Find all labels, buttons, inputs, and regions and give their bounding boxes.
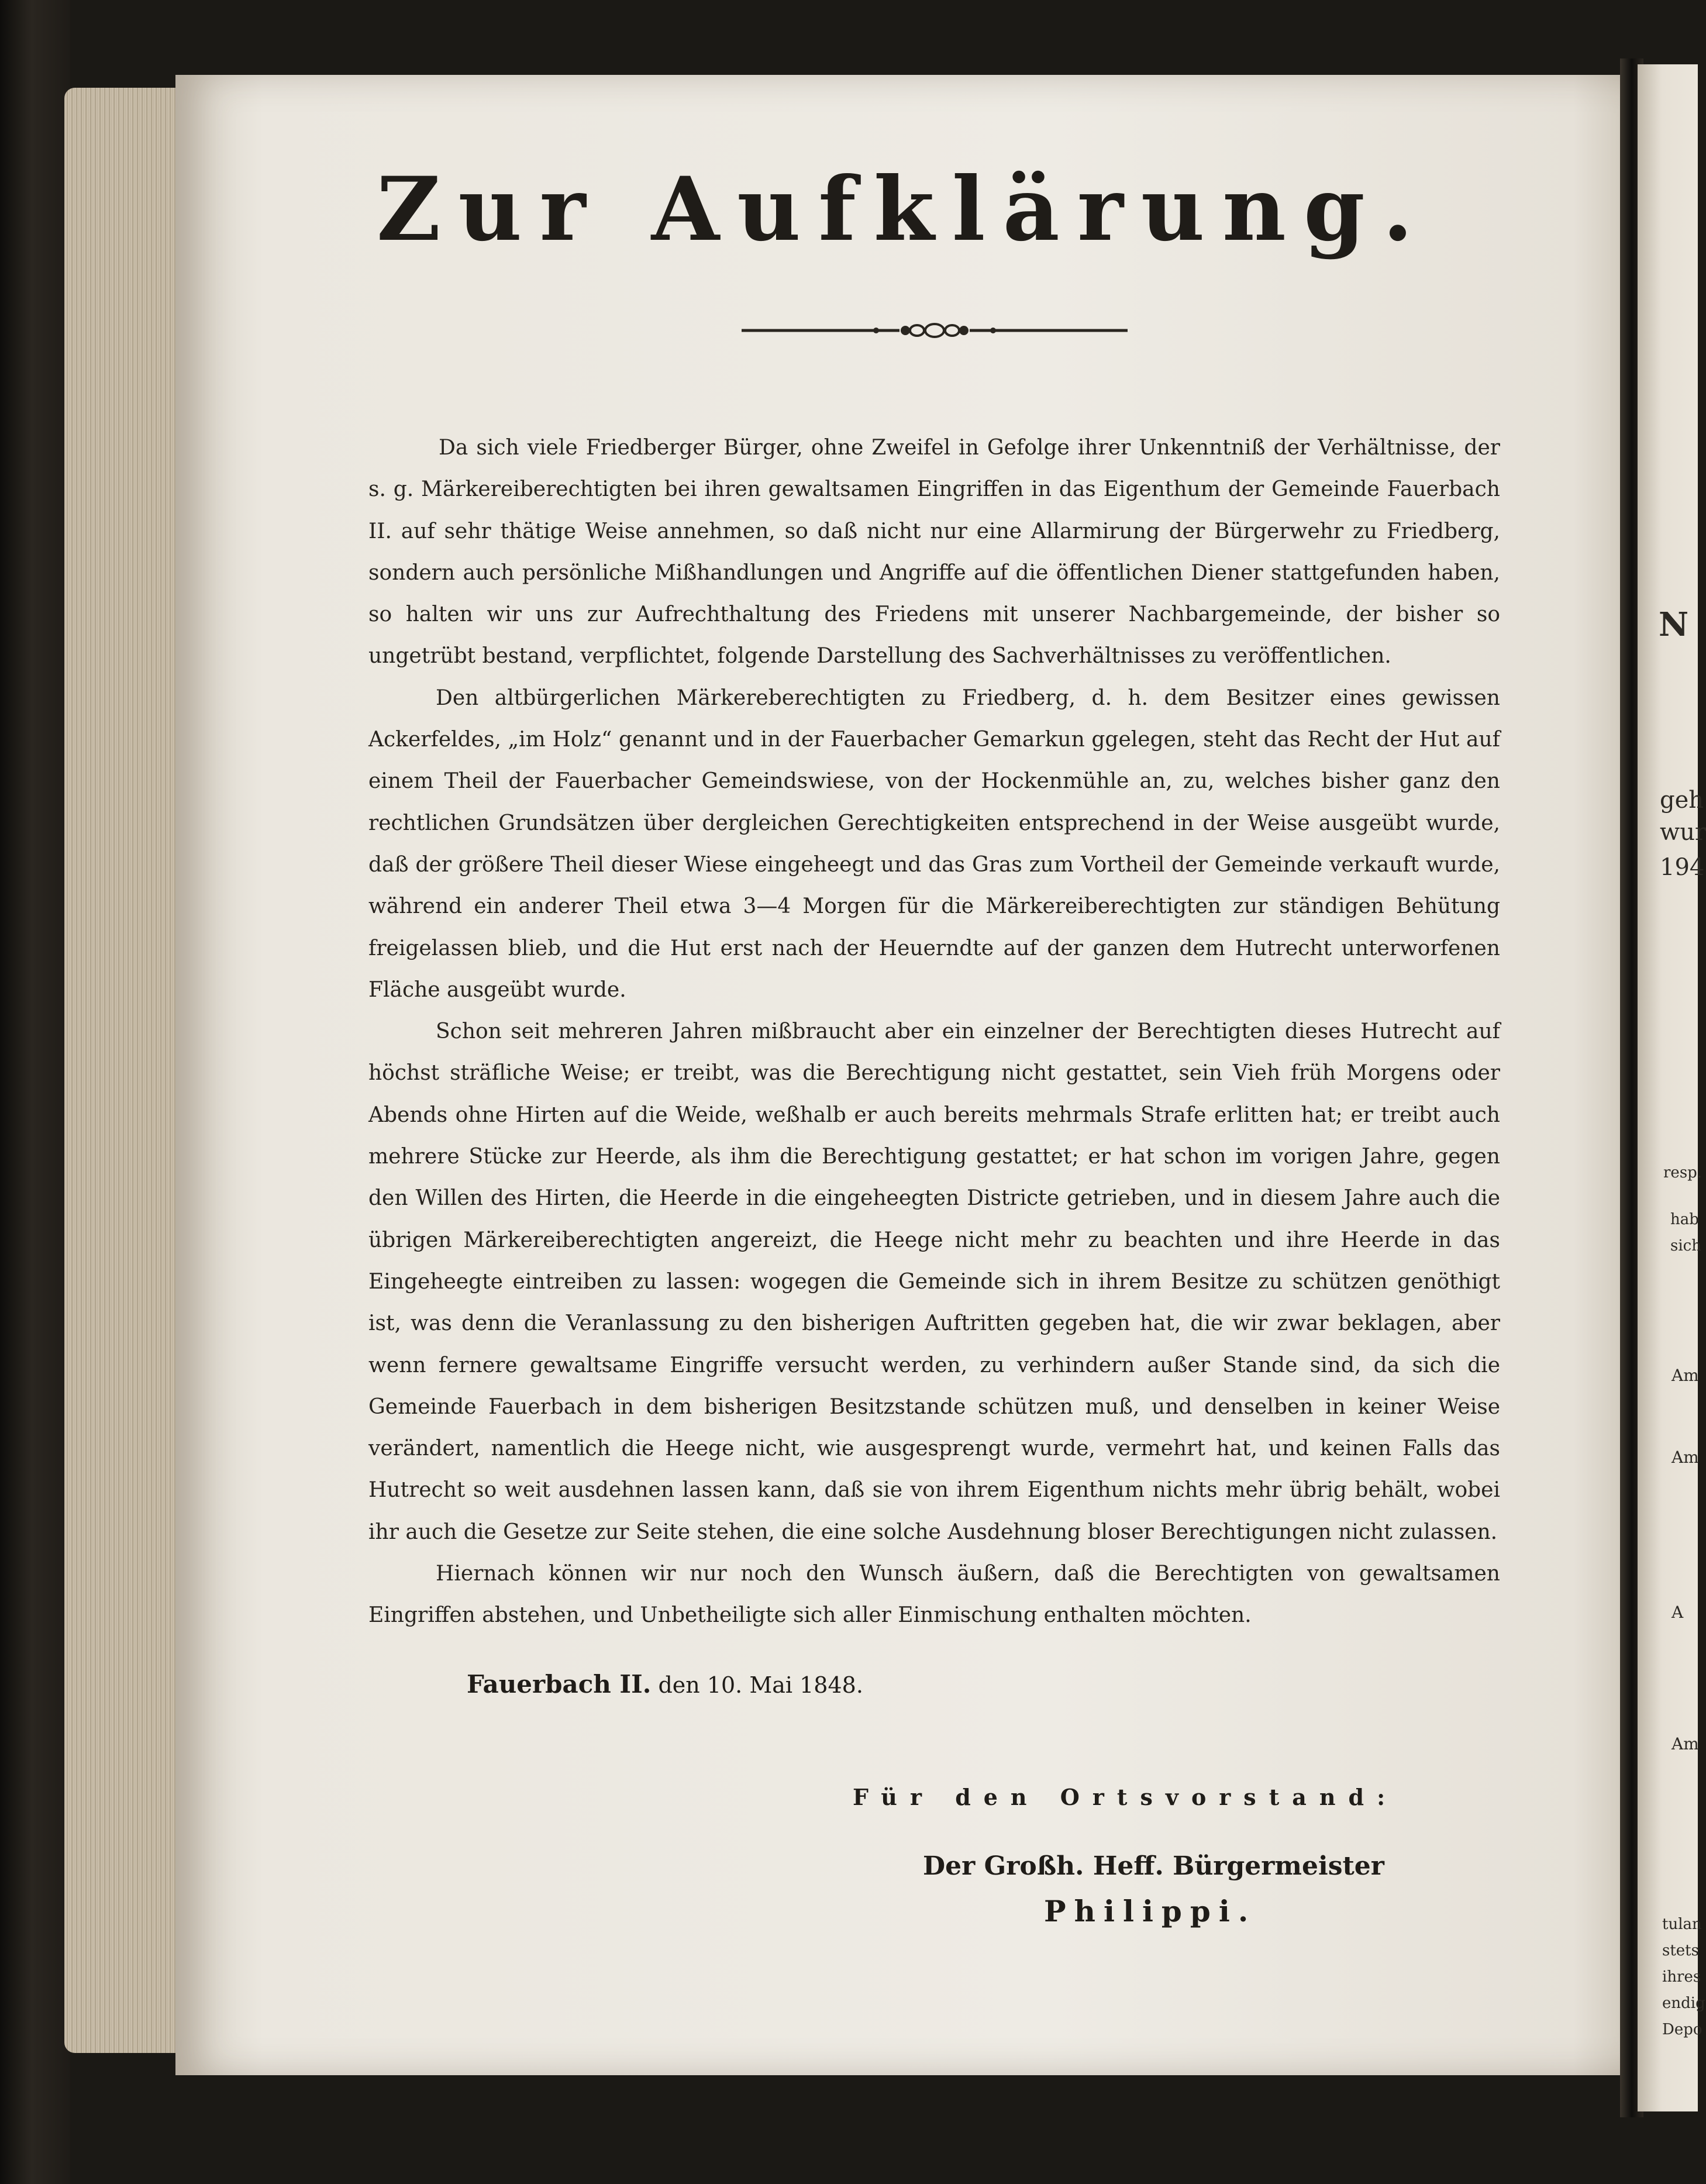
announcement-body (368, 427, 1500, 1637)
ornament-divider (742, 316, 1128, 345)
page-edges (64, 88, 187, 2053)
adjacent-page-text: endig (1662, 1994, 1705, 2012)
adjacent-page-text: A (1671, 1603, 1684, 1622)
adjacent-page-text: Depo (1662, 2021, 1702, 2038)
page-title: Zur Aufklärung. (376, 158, 1431, 261)
signature-heading: Für den Ortsvorstand: (853, 1784, 1398, 1810)
paragraph: Den altbürgerlichen Märkereberechtigten zu Friedberg, d. h. dem Besitzer eines gewissen Ackerfeldes, „im Holz“ genannt und in der Fauerbacher Gemarkun ggelegen, steht das Recht der Hut auf einem Theil der Fauerbacher Gemeindswiese, von der Hockenmühle an, zu, welches bisher ganz den rechtlichen Grundsätzen über dergleichen Gerechtigkeiten entsprechend in der Weise ausgeübt wurde, daß der größere Theil dieser Wiese eingeheegt und das Gras zum Vortheil der Gemeinde verkauft wurde, während ein anderer Theil etwa 3—4 Morgen für die Märkereiberechtigten zur ständigen Behütung freigelassen blieb, und die Hut erst nach der Heuerndte auf der ganzen dem Hutrecht unterworfenen Fläche ausgeübt wurde. (368, 685, 1500, 1002)
adjacent-page-text: 194 (1660, 854, 1705, 881)
mayor-title: Der Großh. Heff. Bürgermeister (923, 1851, 1384, 1881)
paragraph: Da sich viele Friedberger Bürger, ohne Zweifel in Gefolge ihrer Unkenntniß der Verhältnisse, der s. g. Märkereiberechtigten bei ihren gewaltsamen Eingriffen in das Eigenthum der Gemeinde Fauerbach II. auf sehr thätige Weise annehmen, so daß nicht nur eine Allarmirung der Bürgerwehr zu Friedberg, sondern auch persönliche Mißhandlungen und Angriffe auf die öffentlichen Diener stattgefunden haben, so halten wir uns zur Aufrechthaltung des Friedens mit unserer Nachbargemeinde, der bisher so ungetrübt bestand, verpflichtet, folgende Darstellung des Sachverhältnisses zu veröffentlichen. (368, 436, 1500, 669)
adjacent-page-text: Am (1671, 1366, 1699, 1385)
place-and-date (467, 1670, 863, 1699)
adjacent-page (1638, 64, 1706, 2111)
paragraph: Hiernach können wir nur noch den Wunsch äußern, daß die Berechtigten von gewaltsamen Eingriffen abstehen, und Unbetheiligte sich aller Einmischung enthalten möchten. (368, 1562, 1500, 1628)
mayor-name: Philippi. (1044, 1894, 1257, 1928)
adjacent-page-text: Am (1671, 1734, 1699, 1754)
adjacent-page-text: geh (1660, 787, 1704, 814)
date-text: den 10. Mai 1848. (658, 1672, 863, 1698)
adjacent-page-text: Am (1671, 1448, 1699, 1467)
book-binding (0, 0, 70, 2184)
paragraph: Schon seit mehreren Jahren mißbraucht aber ein einzelner der Berechtigten dieses Hutrecht auf höchst sträfliche Weise; er treibt, was die Berechtigung nicht gestattet, sein Vieh früh Morgens oder Abends ohne Hirten auf die Weide, weßhalb er auch bereits mehrmals Strafe erlitten hat; er treibt auch mehrere Stücke zur Heerde, als ihm die Berechtigung gestattet; er hat schon im vorigen Jahre, gegen den Willen des Hirten, die Heerde in die eingeheegten Districte getrieben, und in diesem Jahre auch die übrigen Märkereiberechtigten angereizt, die Heege nicht mehr zu beachten und ihre Heerde in das Eingeheegte eintreiben zu lassen: wogegen die Gemeinde sich in ihrem Besitze zu schützen genöthigt ist, was denn die Veranlassung zu den bisherigen Auftritten gegeben hat, die wir zwar beklagen, aber wenn fernere gewaltsame Eingriffe versucht werden, zu verhindern außer Stande sind, da sich die Gemeinde Fauerbach in dem bisherigen Besitzstande schützen muß, und denselben in keiner Weise verändert, namentlich die Heege nicht, wie ausgesprengt wurde, vermehrt hat, und keinen Falls das Hutrecht so weit ausdehnen lassen kann, daß sie von ihrem Eigenthum nichts mehr übrig behält, wobei ihr auch die Gesetze zur Seite stehen, die eine solche Ausdehnung bloser Berechtigungen nicht zulassen. (368, 1019, 1500, 1544)
place-name: Fauerbach II. (467, 1670, 652, 1699)
adjacent-page-text: ihres (1662, 1968, 1701, 1986)
adjacent-page-text: N (1659, 605, 1689, 644)
adjacent-page-text: hab (1670, 1211, 1699, 1228)
adjacent-page-text: resp. (1663, 1164, 1702, 1181)
adjacent-page-text: wur (1660, 819, 1706, 846)
adjacent-page-text: stets (1662, 1942, 1699, 1959)
adjacent-page-text: sich (1670, 1237, 1701, 1255)
adjacent-page-text: tulan (1662, 1916, 1702, 1933)
